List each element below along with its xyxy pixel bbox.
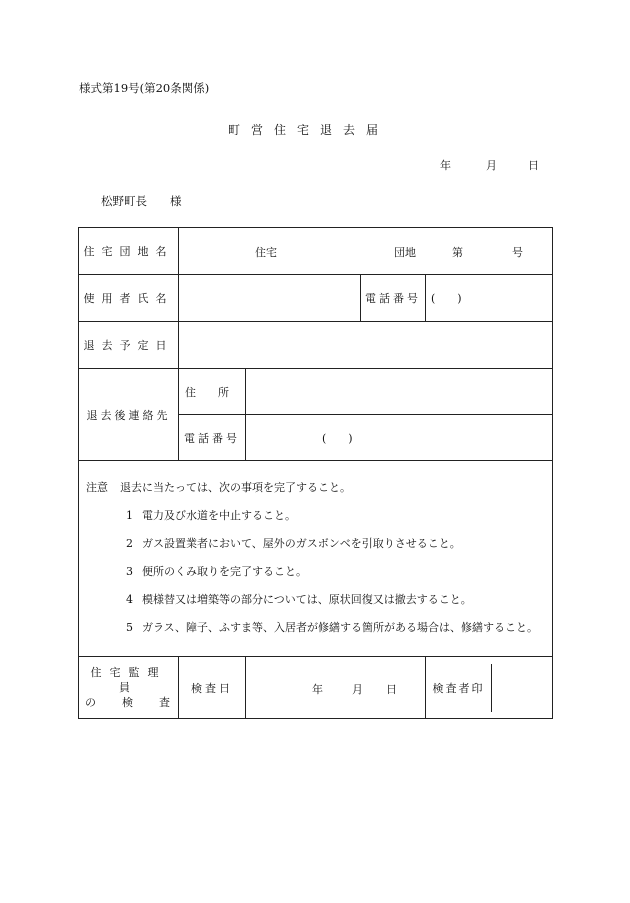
row-notes [79, 461, 553, 657]
notes-intro: 退去に当たっては、次の事項を完了すること。 [120, 481, 351, 494]
field-user-name[interactable] [179, 275, 361, 322]
field-moveout-date[interactable] [179, 322, 553, 369]
label-user-phone: 電話番号 [361, 275, 426, 322]
label-inspection-date: 検査日 [179, 657, 246, 719]
date-day: 日 [528, 159, 539, 172]
notes-heading [86, 479, 552, 495]
label-inspection [79, 657, 179, 719]
label-contact: 退去後連絡先 [79, 369, 179, 461]
note-item: 3 便所のくみ取りを完了すること。 [126, 565, 307, 578]
label-contact-phone: 電話番号 [179, 415, 246, 461]
label-contact-address: 住 所 [179, 369, 246, 415]
note-item: 4 模様替又は増築等の部分については、原状回復又は撤去すること。 [126, 593, 472, 606]
row-inspection [79, 657, 553, 719]
document-title: 町営住宅退去届 [228, 123, 390, 137]
field-contact-address[interactable] [246, 369, 553, 415]
notes-heading-label: 注意 [86, 481, 108, 494]
inspection-seal-cell [426, 657, 553, 719]
field-inspector-seal[interactable] [492, 664, 552, 712]
moveout-form-table [78, 227, 553, 719]
inspection-day: 日 [386, 682, 397, 696]
number-prefix: 第 [452, 246, 463, 259]
note-item: 5 ガラス、障子、ふすま等、入居者が修繕する箇所がある場合は、修繕すること。 [126, 621, 538, 634]
number-suffix: 号 [512, 246, 523, 259]
row-contact-address [79, 369, 553, 415]
date-month: 月 [486, 159, 497, 172]
note-item: 1 電力及び水道を中止すること。 [126, 509, 296, 522]
row-user-name [79, 275, 553, 322]
field-user-phone[interactable] [426, 275, 553, 322]
label-inspection-line1: 住宅監理員 [90, 666, 167, 694]
notes-section [79, 461, 553, 657]
submission-date [440, 157, 539, 173]
addressee: 松野町長 様 [101, 194, 182, 208]
date-year: 年 [440, 159, 451, 172]
field-contact-phone[interactable] [246, 415, 553, 461]
housing-suffix: 住宅 [255, 246, 277, 259]
note-item: 2 ガス設置業者において、屋外のガスボンベを引取りさせること。 [126, 537, 461, 550]
form-number: 様式第19号(第20条関係) [79, 81, 210, 95]
field-housing-complex[interactable] [179, 228, 553, 275]
label-inspection-line2: の 検 査 [85, 696, 170, 709]
label-user-name: 使用者氏名 [79, 275, 179, 322]
label-moveout-date: 退去予定日 [79, 322, 179, 369]
row-housing-complex [79, 228, 553, 275]
field-inspection-date[interactable] [246, 657, 426, 719]
label-inspector-seal: 検査者印 [426, 664, 492, 712]
inspection-year: 年 [312, 682, 323, 696]
row-moveout-date [79, 322, 553, 369]
user-phone-area-code: ( ) [431, 292, 462, 305]
complex-suffix: 団地 [394, 246, 416, 259]
contact-phone-area-code: ( ) [322, 431, 353, 445]
label-housing-complex: 住宅団地名 [79, 228, 179, 275]
inspection-month: 月 [352, 682, 363, 696]
